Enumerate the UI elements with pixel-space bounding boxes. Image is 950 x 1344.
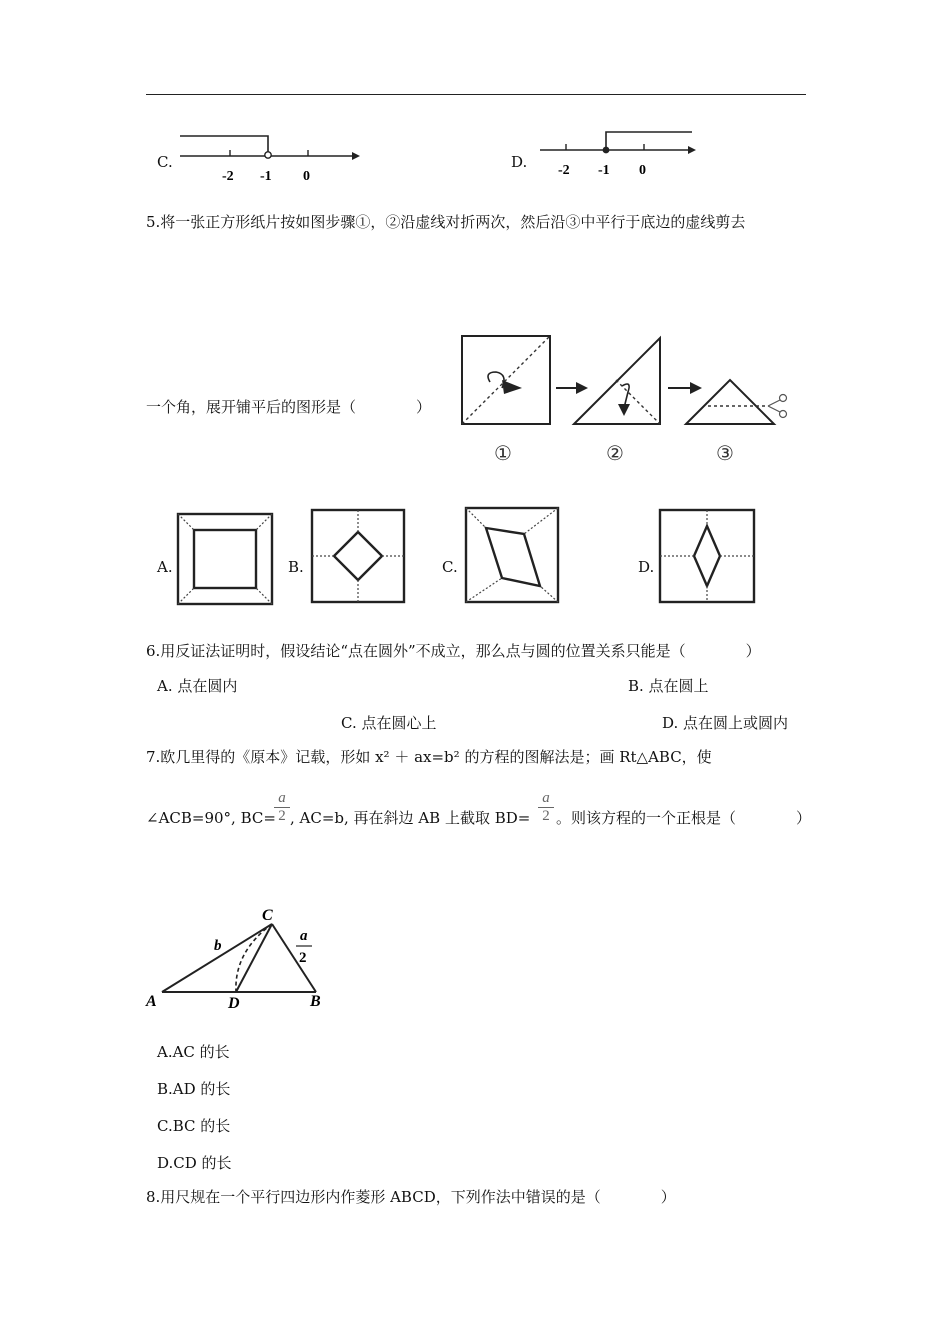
label-b: B bbox=[310, 993, 321, 1010]
frac-numerator: a bbox=[542, 790, 550, 806]
q7-option-a: A.AC 的长 bbox=[157, 1043, 230, 1061]
q5-option-b-label: B. bbox=[288, 558, 304, 576]
q5-option-b-figure bbox=[310, 508, 406, 604]
q6-stem: 6.用反证法证明时，假设结论“点在圆外”不成立，那么点与圆的位置关系只能是（ ） bbox=[146, 642, 761, 660]
tick-label: -2 bbox=[222, 169, 234, 184]
q7-triangle-figure bbox=[140, 902, 340, 1016]
q5-option-c-figure bbox=[464, 506, 560, 604]
q5-option-d-label: D. bbox=[638, 558, 655, 576]
q5-option-c-label: C. bbox=[442, 558, 458, 576]
q6-option-d: D. 点在圆上或圆内 bbox=[662, 714, 789, 732]
frac-denominator: 2 bbox=[278, 808, 286, 824]
q6-option-b: B. 点在圆上 bbox=[628, 677, 709, 695]
tick-label: 0 bbox=[639, 163, 646, 178]
label-frac-num: a bbox=[300, 928, 308, 944]
q7-stem-line2-part3: 。则该方程的一个正根是（ ） bbox=[556, 809, 812, 827]
label-c: C bbox=[262, 907, 273, 924]
q8-stem: 8.用尺规在一个平行四边形内作菱形 ABCD，下列作法中错误的是（ ） bbox=[146, 1188, 676, 1206]
tick-label: -2 bbox=[558, 163, 570, 178]
q7-fraction-bd bbox=[536, 791, 556, 824]
label-a: A bbox=[146, 993, 157, 1010]
tick-label: -1 bbox=[260, 169, 272, 184]
q7-stem-line2-part2: , AC=b, 再在斜边 AB 上截取 BD= bbox=[290, 809, 531, 827]
label-frac-den: 2 bbox=[299, 950, 307, 966]
q4-number-line-d bbox=[536, 126, 696, 184]
q7-fraction-bc bbox=[272, 791, 292, 824]
label-d: D bbox=[228, 995, 240, 1012]
step-label-2: ② bbox=[606, 443, 624, 465]
q4-option-d-label: D. bbox=[511, 153, 528, 171]
q6-option-a: A. 点在圆内 bbox=[157, 677, 238, 695]
q4-number-line-c bbox=[176, 128, 360, 186]
tick-label: 0 bbox=[303, 169, 310, 184]
q7-option-c: C.BC 的长 bbox=[157, 1117, 231, 1135]
q5-stem-line1: 5.将一张正方形纸片按如图步骤①，②沿虚线对折两次，然后沿③中平行于底边的虚线剪去 bbox=[146, 213, 746, 231]
q6-option-c: C. 点在圆心上 bbox=[341, 714, 437, 732]
q5-folding-steps-figure bbox=[456, 322, 792, 472]
label-side-b: b bbox=[214, 938, 222, 954]
q5-option-a-label: A. bbox=[157, 558, 173, 576]
step-label-3: ③ bbox=[716, 443, 734, 465]
header-rule bbox=[146, 94, 806, 95]
q7-option-d: D.CD 的长 bbox=[157, 1154, 232, 1172]
q5-stem-line2: 一个角，展开铺平后的图形是（ ） bbox=[146, 398, 432, 416]
q7-stem-line2-part1: ∠ACB=90°, BC= bbox=[146, 809, 276, 827]
frac-numerator: a bbox=[278, 790, 286, 806]
q7-option-b: B.AD 的长 bbox=[157, 1080, 231, 1098]
tick-label: -1 bbox=[598, 163, 610, 178]
frac-denominator: 2 bbox=[542, 808, 550, 824]
q7-stem-line1: 7.欧几里得的《原本》记载，形如 x² ＋ ax=b² 的方程的图解法是；画 Rt△ABC，使 bbox=[146, 748, 712, 766]
q4-option-c-label: C. bbox=[157, 153, 173, 171]
q5-option-d-figure bbox=[658, 508, 756, 604]
step-label-1: ① bbox=[494, 443, 512, 465]
q5-option-a-figure bbox=[176, 512, 274, 606]
